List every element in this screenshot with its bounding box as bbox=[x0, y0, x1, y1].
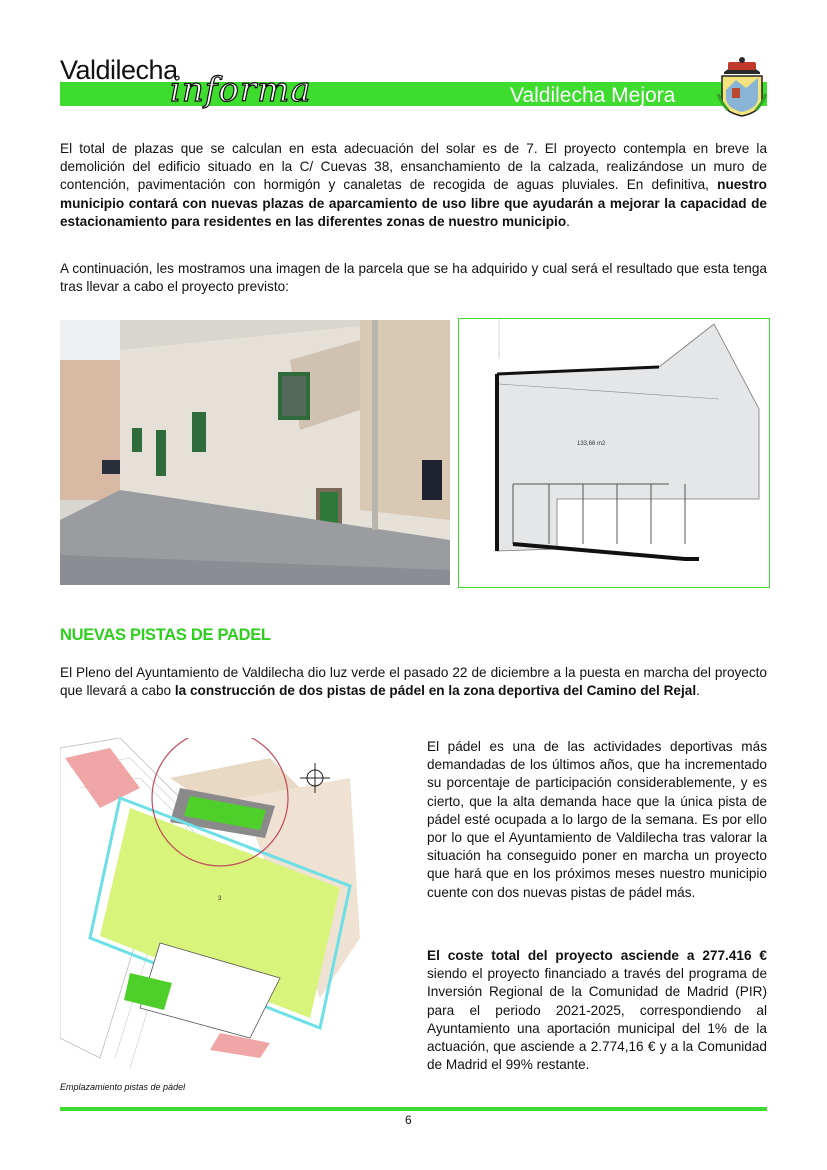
brand-title: Valdilecha bbox=[60, 55, 178, 85]
section-title: Valdilecha Mejora bbox=[510, 84, 676, 107]
padel-intro-text-bold: la construcción de dos pistas de pádel en la zona deportiva del Camino del Rejal bbox=[174, 683, 697, 699]
padel-paragraph-cost bbox=[427, 947, 767, 1074]
padel-site-drawing bbox=[60, 738, 390, 1078]
footer-bar bbox=[60, 1107, 767, 1111]
padel-paragraph-intro bbox=[60, 664, 767, 700]
parking-plan bbox=[458, 318, 770, 588]
padel-intro-text-a: El Pleno del Ayuntamiento de Valdilecha dio luz verde el pasado 22 de diciembre a la puesta en marcha del proyecto que llevará a cabo bbox=[60, 665, 767, 699]
plan-area-label: 133,66 m2 bbox=[577, 441, 606, 447]
parking-plan-drawing bbox=[459, 319, 769, 587]
image-caption: Emplazamiento pistas de pádel bbox=[60, 1082, 186, 1092]
padel-intro-text-c: . bbox=[696, 683, 700, 699]
brand-script: informa bbox=[170, 70, 312, 110]
site-label: 3 bbox=[218, 896, 222, 902]
section-heading-padel: NUEVAS PISTAS DE PADEL bbox=[60, 626, 271, 644]
coat-of-arms-icon bbox=[716, 54, 768, 118]
street-photo-illustration bbox=[60, 320, 450, 585]
intro-paragraph-2: A continuación, les mostramos una imagen de la parcela que se ha adquirido y cual será el resultado que esta tenga tras llevar a cabo el proyecto previsto: bbox=[60, 261, 767, 295]
intro-text-bold: nuestro municipio contará con nuevas plazas de aparcamiento de uso libre que ayudarán a mejorar la capacidad de estacionamiento para residentes en las diferentes zonas de nuestro municipio bbox=[60, 177, 767, 229]
padel-cost-bold: El coste total del proyecto asciende a 277.416 € bbox=[427, 948, 767, 963]
page-number: 6 bbox=[405, 1113, 412, 1127]
padel-cost-text: siendo el proyecto financiado a través del programa de Inversión Regional de la Comunidad de Madrid (PIR) para el periodo 2021-2025, correspondiendo al Ayuntamiento una aportación municipal del 1% de la actuación, que asciende a 2.774,16 € y a la Comunidad de Madrid el 99% restante. bbox=[427, 966, 767, 1073]
padel-site-plan bbox=[60, 738, 390, 1078]
intro-paragraph-1 bbox=[60, 140, 767, 231]
street-photo bbox=[60, 320, 450, 585]
intro-text-c: . bbox=[566, 213, 570, 229]
padel-paragraph-demand: El pádel es una de las actividades deportivas más demandadas de los últimos años, que ha incrementado su porcentaje de participación considerablemente, y es cierto, que la alta demanda hace que la única pista de pádel esté ocupada a lo largo de la semana. Es por ello por lo que el Ayuntamiento de Valdilecha tras valorar la situación ha conseguido poner en marcha un proyecto que hará que en los próximos meses nuestro municipio cuente con dos nuevas pistas de pádel más. bbox=[427, 739, 767, 900]
intro-text-a: El total de plazas que se calculan en esta adecuación del solar es de 7. El proyecto contempla en breve la demolición del edificio situado en la C/ Cuevas 38, ensanchamiento de la calzada, realizándose un muro de contención, pavimentación con hormigón y canaletas de recogida de aguas pluviales. En definitiva, bbox=[60, 141, 767, 193]
